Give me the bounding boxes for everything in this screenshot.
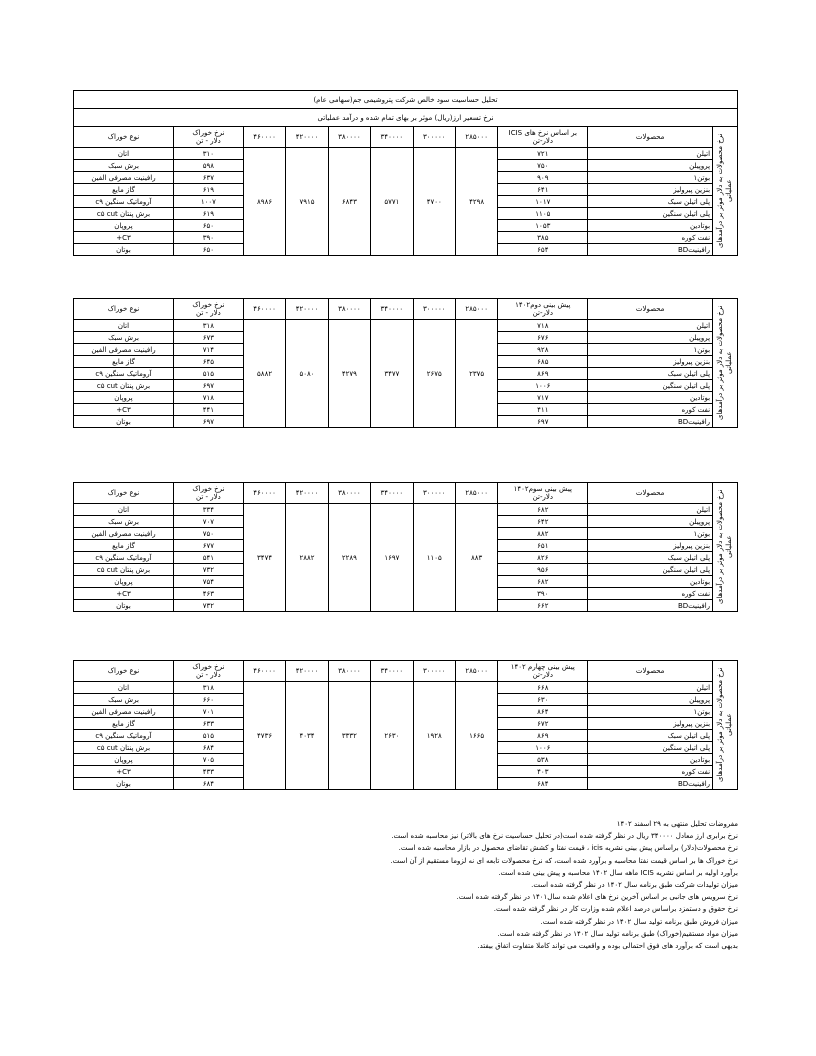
side-label-text: نرخ محصولات به دلار موثر بر درآمدهای عملیاتی: [716, 667, 734, 783]
net-profit-cell: ۴۲۹۸: [455, 148, 497, 256]
product-price: ۵۳۸: [498, 754, 588, 766]
feed-price: ۵۴۱: [173, 552, 243, 564]
feed-rate-header: [173, 127, 243, 148]
price-basis-header: [498, 483, 588, 504]
net-profit-cell: ۲۶۳۰: [371, 682, 413, 790]
net-profit-cell: ۶۸۴۳: [328, 148, 370, 256]
product-name: پلی اتیلن سنگین: [588, 742, 713, 754]
feed-name: پروپان: [74, 392, 174, 404]
feed-price: ۷۱۸: [173, 392, 243, 404]
fx-rate-header: ۳۰۰۰۰۰: [413, 661, 455, 682]
feed-name: اتان: [74, 682, 174, 694]
product-price: ۶۶۲: [498, 600, 588, 612]
feed-name: برش پنتان c۵ cut: [74, 380, 174, 392]
feed-price: ۶۱۹: [173, 184, 243, 196]
fx-rate-header: ۳۴۰۰۰۰: [371, 127, 413, 148]
feed-name: برش سبک: [74, 694, 174, 706]
feed-price: ۴۴۱: [173, 404, 243, 416]
products-header: محصولات: [588, 127, 713, 148]
net-profit-cell: ۲۳۷۵: [455, 320, 497, 428]
product-name: پروپیلن: [588, 332, 713, 344]
feed-price: ۷۰۷: [173, 516, 243, 528]
note-line: نرخ برابری ارز معادل ۳۴۰۰۰۰ ریال در نظر گرفته شده است(در تحلیل حساسیت نرخ های بالاتر) نیز محاسبه شده است.: [391, 832, 738, 841]
product-name: نفت کوره: [588, 404, 713, 416]
sensitivity-table: [73, 90, 738, 256]
fx-rate-header: ۳۰۰۰۰۰: [413, 127, 455, 148]
product-price: ۶۸۲: [498, 576, 588, 588]
price-basis: پیش بینی چهارم ۱۴۰۲: [510, 663, 575, 671]
product-price: ۱۱۰۵: [498, 208, 588, 220]
feed-type-header: نوع خوراک: [74, 299, 174, 320]
assumptions-notes: [73, 818, 738, 952]
feed-name: بوتان: [74, 244, 174, 256]
fx-rate-header: ۲۸۵۰۰۰: [455, 127, 497, 148]
feed-name: آروماتیک سنگین c۹: [74, 368, 174, 380]
product-price: ۱۰۱۷: [498, 196, 588, 208]
product-price: ۶۴۱: [498, 184, 588, 196]
product-price: ۶۹۷: [498, 416, 588, 428]
feed-name: پروپان: [74, 754, 174, 766]
feed-name: رافینیت مصرفی الفین: [74, 706, 174, 718]
product-name: بوتن۱: [588, 344, 713, 356]
feed-price: ۳۳۴: [173, 504, 243, 516]
feed-price: ۶۸۴: [173, 742, 243, 754]
product-name: اتیلن: [588, 504, 713, 516]
net-profit-cell: ۵۰۸۰: [286, 320, 328, 428]
fx-rate-header: ۴۶۰۰۰۰: [243, 127, 285, 148]
feed-name: آروماتیک سنگین c۹: [74, 552, 174, 564]
feed-price: ۷۵۰: [173, 528, 243, 540]
product-name: بوتادین: [588, 576, 713, 588]
feed-price: ۶۱۹: [173, 208, 243, 220]
table-row: [74, 682, 738, 694]
fx-rate-header: ۳۰۰۰۰۰: [413, 299, 455, 320]
note-line: میزان مواد مستقیم(خوراک) طبق برنامه تولید سال ۱۴۰۲ در نظر گرفته شده است.: [497, 929, 738, 938]
fx-rate-header: ۴۶۰۰۰۰: [243, 483, 285, 504]
table-row: [74, 320, 738, 332]
feed-rate-unit: دلار - تن: [196, 309, 221, 317]
net-profit-cell: ۷۹۱۵: [286, 148, 328, 256]
sensitivity-table: [73, 660, 738, 790]
feed-price: ۷۵۴: [173, 576, 243, 588]
sensitivity-table-section: [73, 482, 738, 612]
products-header: محصولات: [588, 483, 713, 504]
price-basis-header: [498, 299, 588, 320]
feed-name: اتان: [74, 504, 174, 516]
products-header: محصولات: [588, 299, 713, 320]
note-line: نرخ محصولات(دلار) براساس پیش بینی نشریه icis ، قیمت نفتا و کشش تقاضای محصول در بازار محاسبه شده است.: [398, 844, 738, 853]
price-basis-header: [498, 127, 588, 148]
note-line: نرخ سرویس های جانبی بر اساس آخرین نرخ های اعلام شده سال۱۴۰۱ در نظر گرفته شده است.: [456, 893, 738, 902]
net-profit-cell: ۲۶۷۵: [413, 320, 455, 428]
product-name: پلی اتیلن سبک: [588, 368, 713, 380]
product-name: نفت کوره: [588, 588, 713, 600]
net-profit-cell: ۱۱۰۵: [413, 504, 455, 612]
product-name: بوتن۱: [588, 706, 713, 718]
feed-name: آروماتیک سنگین c۹: [74, 196, 174, 208]
price-unit: دلار-تن: [532, 493, 553, 501]
product-name: رافینیتBD: [588, 778, 713, 790]
note-line: مفروضات تحلیل منتهی به ۲۹ اسفند ۱۴۰۲: [616, 820, 738, 828]
side-label: [713, 661, 738, 790]
fx-rate-header: ۴۲۰۰۰۰: [286, 661, 328, 682]
feed-price: ۶۹۷: [173, 416, 243, 428]
product-name: بوتادین: [588, 754, 713, 766]
net-profit-cell: ۴۲۷۹: [328, 320, 370, 428]
feed-name: برش سبک: [74, 160, 174, 172]
feed-price: ۵۹۸: [173, 160, 243, 172]
sensitivity-table-section: [73, 298, 738, 428]
fx-rate-header: ۲۸۵۰۰۰: [455, 299, 497, 320]
fx-rate-header: ۴۶۰۰۰۰: [243, 299, 285, 320]
product-price: ۹۰۹: [498, 172, 588, 184]
product-price: ۴۱۱: [498, 404, 588, 416]
net-profit-cell: ۱۶۶۵: [455, 682, 497, 790]
feed-price: ۷۱۴: [173, 344, 243, 356]
product-price: ۶۵۴: [498, 244, 588, 256]
net-profit-cell: ۸۸۳: [455, 504, 497, 612]
price-basis-header: [498, 661, 588, 682]
product-name: بوتادین: [588, 392, 713, 404]
note-line: نرخ حقوق و دستمزد براساس درصد اعلام شده وزارت کار در نظر گرفته شده است.: [493, 905, 738, 914]
product-name: پلی اتیلن سبک: [588, 552, 713, 564]
product-price: ۶۷۶: [498, 332, 588, 344]
product-name: پلی اتیلن سبک: [588, 730, 713, 742]
product-name: بوتادین: [588, 220, 713, 232]
product-price: ۸۶۹: [498, 730, 588, 742]
fx-rate-header: ۴۲۰۰۰۰: [286, 299, 328, 320]
product-price: ۷۱۸: [498, 320, 588, 332]
side-label: [713, 299, 738, 428]
product-price: ۸۲۶: [498, 552, 588, 564]
fx-rate-header: ۲۸۵۰۰۰: [455, 661, 497, 682]
feed-price: ۷۳۲: [173, 600, 243, 612]
note-line: میزان فروش طبق برنامه تولید سال ۱۴۰۲ در نظر گرفته شده است.: [540, 917, 738, 926]
feed-price: ۶۷۳: [173, 332, 243, 344]
net-profit-cell: ۳۳۳۲: [328, 682, 370, 790]
side-label: [713, 483, 738, 612]
product-price: ۶۶۸: [498, 682, 588, 694]
product-price: ۸۶۹: [498, 368, 588, 380]
product-price: ۷۵۰: [498, 160, 588, 172]
feed-price: ۶۹۷: [173, 380, 243, 392]
net-profit-cell: ۵۷۷۱: [371, 148, 413, 256]
side-label-text: نرخ محصولات به دلار موثر بر درآمدهای عملیاتی: [716, 133, 734, 249]
feed-price: ۶۳۳: [173, 718, 243, 730]
net-profit-cell: ۴۷۳۶: [243, 682, 285, 790]
feed-name: C۳+: [74, 766, 174, 778]
table-row: [74, 148, 738, 160]
fx-rate-header: ۳۴۰۰۰۰: [371, 299, 413, 320]
feed-name: C۳+: [74, 404, 174, 416]
net-profit-cell: ۳۴۷۴: [243, 504, 285, 612]
feed-name: برش پنتان c۵ cut: [74, 208, 174, 220]
feed-price: ۶۵۰: [173, 220, 243, 232]
feed-rate-label: نرخ خوراک: [192, 301, 225, 309]
fx-rate-header: ۴۲۰۰۰۰: [286, 127, 328, 148]
product-price: ۸۸۲: [498, 528, 588, 540]
feed-name: برش سبک: [74, 516, 174, 528]
feed-price: ۷۳۲: [173, 564, 243, 576]
side-label-text: نرخ محصولات به دلار موثر بر درآمدهای عملیاتی: [716, 489, 734, 605]
price-basis: پیش بینی دوم۱۴۰۲: [515, 301, 571, 309]
feed-name: بوتان: [74, 416, 174, 428]
net-profit-cell: ۱۶۹۷: [371, 504, 413, 612]
product-price: ۶۳۰: [498, 694, 588, 706]
feed-name: برش پنتان c۵ cut: [74, 742, 174, 754]
note-line: بدیهی است که برآورد های فوق احتمالی بوده و واقعیت می تواند کاملا متفاوت اتفاق بیفتد.: [477, 942, 738, 951]
product-price: ۱۰۵۳: [498, 220, 588, 232]
product-name: پلی اتیلن سنگین: [588, 380, 713, 392]
feed-price: ۴۳۳: [173, 766, 243, 778]
feed-rate-label: نرخ خوراک: [192, 485, 225, 493]
fx-rate-header: ۳۸۰۰۰۰: [328, 483, 370, 504]
feed-rate-unit: دلار - تن: [196, 671, 221, 679]
price-basis: بر اساس نرخ های ICIS: [508, 129, 577, 137]
product-price: ۱۰۰۶: [498, 380, 588, 392]
side-label-text: نرخ محصولات به دلار موثر بر درآمدهای عملیاتی: [716, 305, 734, 421]
product-name: پلی اتیلن سنگین: [588, 208, 713, 220]
feed-rate-unit: دلار - تن: [196, 493, 221, 501]
feed-price: ۷۰۱: [173, 706, 243, 718]
fx-rate-header: ۳۸۰۰۰۰: [328, 299, 370, 320]
product-price: ۶۴۲: [498, 516, 588, 528]
feed-name: اتان: [74, 320, 174, 332]
net-profit-cell: ۵۸۸۲: [243, 320, 285, 428]
net-profit-cell: ۴۰۳۴: [286, 682, 328, 790]
fx-rate-header: ۳۰۰۰۰۰: [413, 483, 455, 504]
product-name: بنزین پیرولیز: [588, 356, 713, 368]
product-name: بوتن۱: [588, 172, 713, 184]
report-title: تحلیل حساسیت سود خالص شرکت پتروشیمی جم(سهامی عام): [74, 91, 738, 109]
product-price: ۶۸۴: [498, 778, 588, 790]
price-unit: دلار-تن: [532, 137, 553, 145]
fx-rate-header: ۴۶۰۰۰۰: [243, 661, 285, 682]
product-price: ۶۸۲: [498, 504, 588, 516]
product-name: بنزین پیرولیز: [588, 184, 713, 196]
product-name: رافینیتBD: [588, 416, 713, 428]
price-basis: پیش بینی سوم۱۴۰۲: [513, 485, 572, 493]
note-line: برآورد اولیه بر اساس نشریه ICIS ماهه سال ۱۴۰۲ محاسبه و پیش بینی شده است.: [498, 868, 738, 877]
feed-name: بوتان: [74, 600, 174, 612]
note-line: میزان تولیدات شرکت طبق برنامه سال ۱۴۰۲ در نظر گرفته شده است.: [531, 881, 738, 890]
net-profit-cell: ۱۹۲۸: [413, 682, 455, 790]
feed-price: ۳۱۰: [173, 148, 243, 160]
feed-rate-header: [173, 661, 243, 682]
feed-price: ۶۸۴: [173, 778, 243, 790]
feed-name: رافینیت مصرفی الفین: [74, 172, 174, 184]
net-profit-cell: ۲۲۸۹: [328, 504, 370, 612]
feed-price: ۶۷۷: [173, 540, 243, 552]
feed-type-header: نوع خوراک: [74, 483, 174, 504]
feed-rate-label: نرخ خوراک: [192, 129, 225, 137]
feed-name: رافینیت مصرفی الفین: [74, 528, 174, 540]
product-name: اتیلن: [588, 148, 713, 160]
fx-rate-header: ۳۸۰۰۰۰: [328, 661, 370, 682]
net-profit-cell: ۲۸۸۲: [286, 504, 328, 612]
feed-price: ۵۱۵: [173, 368, 243, 380]
feed-price: ۳۱۸: [173, 682, 243, 694]
sensitivity-table: [73, 482, 738, 612]
product-price: ۸۶۴: [498, 706, 588, 718]
feed-price: ۱۰۰۷: [173, 196, 243, 208]
product-price: ۱۰۰۶: [498, 742, 588, 754]
product-price: ۳۹۰: [498, 588, 588, 600]
product-name: رافینیتBD: [588, 600, 713, 612]
product-price: ۷۲۱: [498, 148, 588, 160]
product-name: پروپیلن: [588, 516, 713, 528]
feed-price: ۷۰۵: [173, 754, 243, 766]
products-header: محصولات: [588, 661, 713, 682]
feed-type-header: نوع خوراک: [74, 127, 174, 148]
feed-price: ۵۱۵: [173, 730, 243, 742]
sensitivity-table: [73, 298, 738, 428]
product-price: ۷۱۷: [498, 392, 588, 404]
fx-rate-header: ۲۸۵۰۰۰: [455, 483, 497, 504]
feed-name: پروپان: [74, 220, 174, 232]
product-price: ۹۵۶: [498, 564, 588, 576]
product-name: رافینیتBD: [588, 244, 713, 256]
feed-name: گاز مایع: [74, 184, 174, 196]
feed-type-header: نوع خوراک: [74, 661, 174, 682]
product-price: ۶۸۵: [498, 356, 588, 368]
side-label: [713, 127, 738, 256]
feed-name: C۳+: [74, 232, 174, 244]
product-name: بوتن۱: [588, 528, 713, 540]
feed-name: گاز مایع: [74, 356, 174, 368]
product-name: نفت کوره: [588, 766, 713, 778]
feed-name: گاز مایع: [74, 540, 174, 552]
feed-name: اتان: [74, 148, 174, 160]
feed-price: ۶۶۰: [173, 694, 243, 706]
feed-name: C۳+: [74, 588, 174, 600]
feed-name: پروپان: [74, 576, 174, 588]
product-name: بنزین پیرولیز: [588, 718, 713, 730]
fx-rate-header: ۳۸۰۰۰۰: [328, 127, 370, 148]
product-price: ۴۰۳: [498, 766, 588, 778]
sensitivity-table-section: [73, 660, 738, 790]
fx-rate-header: ۳۴۰۰۰۰: [371, 661, 413, 682]
sensitivity-table-section: [73, 90, 738, 256]
product-name: پروپیلن: [588, 160, 713, 172]
product-name: اتیلن: [588, 682, 713, 694]
product-name: پلی اتیلن سنگین: [588, 564, 713, 576]
table-row: [74, 504, 738, 516]
product-name: پروپیلن: [588, 694, 713, 706]
product-name: پلی اتیلن سبک: [588, 196, 713, 208]
feed-price: ۶۳۷: [173, 172, 243, 184]
product-price: ۹۲۸: [498, 344, 588, 356]
product-price: ۶۷۲: [498, 718, 588, 730]
feed-price: ۶۴۵: [173, 356, 243, 368]
price-unit: دلار-تن: [532, 309, 553, 317]
feed-rate-label: نرخ خوراک: [192, 663, 225, 671]
price-unit: دلار-تن: [532, 671, 553, 679]
fx-subtitle: نرخ تسعیر ارز(ریال) موثر بر بهای تمام شده و درآمد عملیاتی: [74, 109, 738, 127]
feed-price: ۳۹۰: [173, 232, 243, 244]
feed-price: ۴۶۳: [173, 588, 243, 600]
feed-rate-unit: دلار - تن: [196, 137, 221, 145]
product-price: ۳۸۵: [498, 232, 588, 244]
feed-rate-header: [173, 299, 243, 320]
net-profit-cell: ۴۷۰۰: [413, 148, 455, 256]
feed-rate-header: [173, 483, 243, 504]
feed-name: آروماتیک سنگین c۹: [74, 730, 174, 742]
feed-name: بوتان: [74, 778, 174, 790]
feed-name: برش سبک: [74, 332, 174, 344]
product-price: ۶۵۱: [498, 540, 588, 552]
fx-rate-header: ۴۲۰۰۰۰: [286, 483, 328, 504]
feed-name: رافینیت مصرفی الفین: [74, 344, 174, 356]
product-name: اتیلن: [588, 320, 713, 332]
feed-name: برش پنتان c۵ cut: [74, 564, 174, 576]
net-profit-cell: ۳۴۷۷: [371, 320, 413, 428]
feed-price: ۳۱۸: [173, 320, 243, 332]
feed-price: ۶۵۰: [173, 244, 243, 256]
net-profit-cell: ۸۹۸۶: [243, 148, 285, 256]
note-line: نرخ خوراک ها بر اساس قیمت نفتا محاسبه و برآورد شده است، که نرخ محصولات تابعه ای نه لزوما مستقیم از آن است.: [390, 856, 738, 865]
fx-rate-header: ۳۴۰۰۰۰: [371, 483, 413, 504]
product-name: نفت کوره: [588, 232, 713, 244]
feed-name: گاز مایع: [74, 718, 174, 730]
product-name: بنزین پیرولیز: [588, 540, 713, 552]
